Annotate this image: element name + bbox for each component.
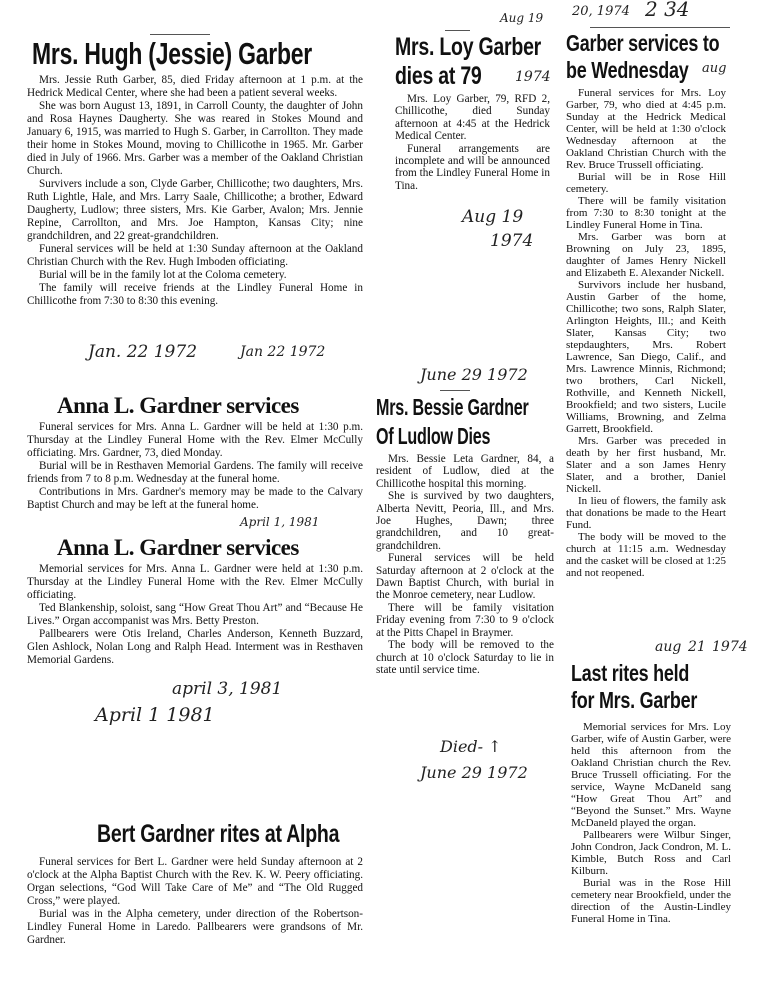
paragraph: Pallbearers were Wilbur Singer, John Condron, Jack Condron, M. L. Kimble, Butch Ross and Carl Kilburn. (571, 829, 731, 877)
paragraph: Burial will be in Resthaven Memorial Gardens. The family will receive friends from 7 to 8 p.m. Wednesday at the funeral home. (27, 460, 363, 485)
paragraph: She is survived by two daughters, Alberta Nevitt, Peoria, Ill., and Mrs. Joe Hughes, Dawn; three grandchildren, and 10 great-grandchildren. (376, 490, 554, 552)
obituary-anna-gardner-1 (27, 393, 363, 512)
divider (590, 27, 730, 28)
handwritten-note: Died- ↑ (440, 737, 502, 756)
headline-line: Mrs. Bessie Gardner (376, 394, 529, 420)
paragraph: Funeral services for Mrs. Anna L. Gardner will be held at 1:30 p.m. Thursday at the Lindley Funeral Home with the Rev. Elmer McCully officiating. Mrs. Gardner, 73, died Monday. (27, 421, 363, 459)
obituary-last-rites-garber (571, 660, 731, 925)
headline-line: dies at 79 (395, 62, 482, 90)
handwritten-date: Jan. 22 1972 (88, 342, 198, 362)
headline-line: Last rites held (571, 660, 690, 686)
paragraph: In lieu of flowers, the family ask that donations be made to the Heart Fund. (566, 495, 726, 531)
paragraph: Mrs. Loy Garber, 79, RFD 2, Chillicothe, died Sunday afternoon at 4:45 at the Hedrick Medical Center. (395, 93, 550, 143)
body (27, 74, 363, 308)
paragraph: Funeral arrangements are incomplete and will be announced from the Lindley Funeral Home in Tina. (395, 142, 550, 192)
paragraph: Memorial services for Mrs. Anna L. Gardner were held at 1:30 p.m. Thursday at the Lindley Funeral Home with the Rev. Elmer McCully officiating. (27, 563, 363, 601)
headline-line: Of Ludlow Dies (376, 423, 491, 449)
paragraph: Mrs. Garber was born at Browning on July 23, 1895, daughter of James Henry Nickell and Elizabeth E. Alexander Nickell. (566, 231, 726, 279)
headline: Mrs. Hugh (Jessie) Garber (32, 36, 313, 71)
body (376, 453, 554, 676)
paragraph: Funeral services for Bert L. Gardner were held Sunday afternoon at 2 o'clock at the Alpha Baptist Church with the Rev. K. W. Peery officiating. Organ selections, “God Will Take Care of Me” and “The Old Rugged Cross,” were played. (27, 856, 363, 907)
headline-line: Mrs. Loy Garber (395, 33, 542, 61)
page-number-annotation: 2 34 (645, 0, 690, 21)
handwritten-date: Aug 19 (462, 207, 524, 227)
obituary-loy-garber-dies (395, 33, 550, 192)
paragraph: Mrs. Jessie Ruth Garber, 85, died Friday afternoon at 1 p.m. at the Hedrick Medical Center, where she had been a patient several weeks. (27, 74, 363, 99)
paragraph: Ted Blankenship, soloist, sang “How Great Thou Art” and “Because He Lives.” Organ accompanist was Mrs. Betty Preston. (27, 602, 363, 627)
handwritten-date: 1974 (515, 69, 551, 85)
divider (445, 30, 470, 31)
obituary-bert-gardner (27, 820, 363, 947)
body (27, 563, 363, 667)
headline-line: Garber services to (566, 30, 720, 56)
paragraph: Funeral services will be held Saturday afternoon at 2 o'clock at the Dawn Baptist Church, with burial in the Monroe cemetery, near Ludlow. (376, 552, 554, 602)
handwritten-date: 21 (688, 639, 706, 655)
headline: Anna L. Gardner services (57, 535, 299, 560)
headline: Anna L. Gardner services (57, 393, 299, 418)
handwritten-date: april 3, 1981 (172, 679, 283, 699)
body (566, 87, 726, 579)
headline (571, 660, 696, 714)
paragraph: She was born August 13, 1891, in Carroll County, the daughter of John and Rosa Haynes Daugherty. She was reared in Stokes Mound and January 6, 1915, was married to Hugh S. Garber, in Carrollton. They made their home in Stokes Mound, moving to Chillicothe in 1965. Mr. Garber died in July of 1966. Mrs. Garber was a member of the Oakland Christian Church. (27, 100, 363, 177)
handwritten-date: 20, 1974 (572, 4, 630, 19)
paragraph: There will be family visitation from 7:30 to 8:30 tonight at the Lindley Funeral Home in Tina. (566, 195, 726, 231)
handwritten-date: June 29 1972 (420, 763, 528, 782)
paragraph: Burial was in the Rose Hill cemetery near Brookfield, under the direction of the Austin-Lindley Funeral Home in Tina. (571, 877, 731, 925)
obituary-jessie-garber (27, 38, 363, 308)
paragraph: Contributions in Mrs. Gardner's memory may be made to the Calvary Baptist Church and may be left at the funeral home. (27, 486, 363, 511)
paragraph: Burial will be in Rose Hill cemetery. (566, 171, 726, 195)
headline-line: be Wednesday (566, 57, 689, 83)
paragraph: The family will receive friends at the Lindley Funeral Home in Chillicothe from 7:30 to 8:30 this evening. (27, 282, 363, 307)
divider (440, 390, 470, 391)
body (571, 721, 731, 925)
obituary-bessie-gardner (376, 393, 554, 676)
body (27, 421, 363, 512)
handwritten-date: June 29 1972 (420, 365, 528, 384)
headline: Bert Gardner rites at Alpha (97, 820, 340, 848)
paragraph: The body will be removed to the church at 10 o'clock Saturday to lie in state until service time. (376, 639, 554, 676)
handwritten-date: 1974 (490, 231, 534, 251)
paragraph: There will be family visitation Friday evening from 7:30 to 9 o'clock at the Pitts Chapel in Braymer. (376, 601, 554, 639)
headline-line: for Mrs. Garber (571, 687, 698, 713)
body (27, 856, 363, 947)
paragraph: Survivors include her husband, Austin Garber of the home, Chillicothe; two sons, Ralph Slater, Arlington Heights, Ill.; and Keith Slater, Kansas City; two stepdaughters, Mrs. Robert Lawrence, San Diego, Calif., and Mrs. Lawrence Minnis, Richmond; two brothers, Carl Nickell, Rothville, and Kenneth Nickell, Brookfield; and two sisters, Lucile Williams, Browning, and Zelma Garrett, Brookfield. (566, 279, 726, 435)
paragraph: Memorial services for Mrs. Loy Garber, wife of Austin Garber, were held this afternoon from the Oakland Christian church the Rev. Bruce Trussell officiating. For the service, Wayne McDaneld sang “How Great Thou Art” and “Beyond the Sunset.” Mrs. Wayne McDaneld played the organ. (571, 721, 731, 829)
handwritten-date: April 1, 1981 (240, 515, 320, 529)
obituary-anna-gardner-2 (27, 535, 363, 667)
paragraph: Funeral services will be held at 1:30 Sunday afternoon at the Oakland Christian Church with the Rev. Hugh Imboden officiating. (27, 243, 363, 268)
paragraph: Pallbearers were Otis Ireland, Charles Anderson, Kenneth Buzzard, Glen Ashlock, Nolan Long and Ralph Head. Interment was in Resthaven Memorial Gardens. (27, 628, 363, 666)
handwritten-date: aug (702, 61, 727, 76)
handwritten-date: Aug 19 (500, 11, 544, 25)
paragraph: Survivers include a son, Clyde Garber, Chillicothe; two daughters, Mrs. Ruth Lightle, Hale, and Mrs. Larry Saale, Chillicothe; a brother, Edward Daugherty, Ludlow; three sisters, Mrs. Kie Garber, Avalon; Mrs. Jennie Repine, Carrollton, and Mrs. Joe Hampton, Kansas City; nine grandchildren, and 22 great-grandchildren. (27, 178, 363, 242)
obituary-garber-services (566, 30, 726, 579)
paragraph: Mrs. Garber was preceded in death by her first husband, Mr. Slater and a son James Henry Slater, and a brother, Daniel Nickell. (566, 435, 726, 495)
handwritten-date: April 1 1981 (95, 704, 215, 726)
body (395, 93, 550, 192)
handwritten-date: Jan 22 1972 (240, 344, 326, 360)
divider (150, 34, 210, 35)
paragraph: Burial will be in the family lot at the Coloma cemetery. (39, 269, 287, 281)
paragraph: Burial was in the Alpha cemetery, under direction of the Robertson-Lindley Funeral Home in Laredo. Pallbearers were grandsons of Mr. Gardner. (27, 908, 363, 946)
handwritten-date: aug (655, 639, 682, 655)
paragraph: The body will be moved to the church at 11:15 a.m. Wednesday and the casket will be closed at 1:25 and not reopened. (566, 531, 726, 579)
paragraph: Funeral services for Mrs. Loy Garber, 79, who died at 4:45 p.m. Sunday at the Hedrick Medical Center, will be held at 1:30 o'clock Wednesday afternoon at the Oakland Christian Church with the Rev. Bruce Trussell officiating. (566, 87, 726, 171)
handwritten-date: 1974 (712, 639, 748, 655)
headline (376, 393, 529, 451)
paragraph: Mrs. Bessie Leta Gardner, 84, a resident of Ludlow, died at the Chillicothe hospital this morning. (376, 453, 554, 490)
